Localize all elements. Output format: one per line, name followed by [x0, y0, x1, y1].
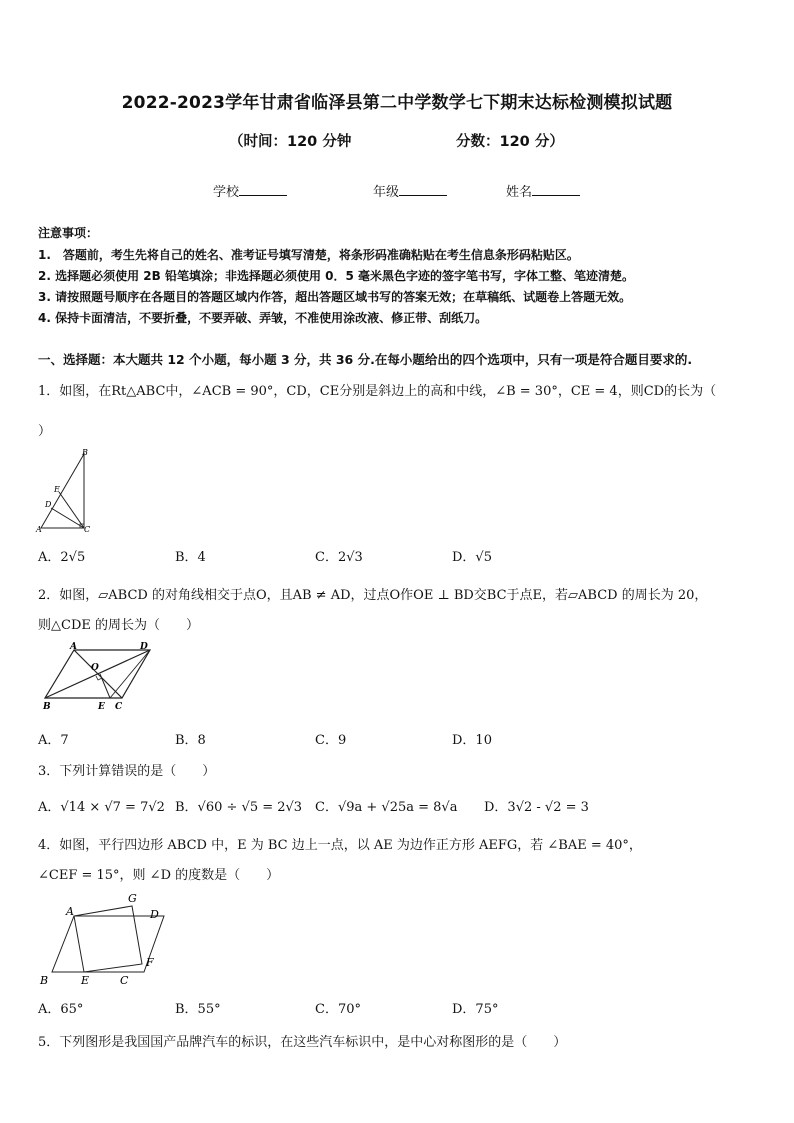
grade-field — [373, 181, 447, 200]
q1-option-b[interactable]: B．4 — [175, 550, 206, 565]
notice-item: 4. 保持卡面清洁，不要折叠，不要弄破、弄皱，不准使用涂改液、修正带、刮纸刀。 — [38, 311, 488, 325]
q1-label-e: E — [54, 485, 60, 494]
name-blank[interactable] — [532, 183, 580, 196]
q1-option-d[interactable]: D．√5 — [452, 550, 492, 565]
q2-option-a[interactable]: A．7 — [38, 733, 69, 748]
question-2-text: 2．如图，▱ABCD 的对角线相交于点O，且AB ≠ AD，过点O作OE ⊥ BD交BC于点E，若▱ABCD 的周长为 20， — [38, 588, 708, 603]
q1-option-a[interactable]: A．2√5 — [38, 550, 86, 565]
q4-figure — [34, 890, 174, 990]
school-field — [213, 181, 287, 200]
school-label: 学校 — [213, 185, 240, 200]
q4-label-c: C — [120, 974, 129, 987]
question-2-text-cont: 则△CDE 的周长为（ ） — [38, 618, 199, 633]
question-1-text: 1．如图，在Rt△ABC中，∠ACB = 90°，CD，CE分别是斜边上的高和中线，∠B = 30°，CE = 4，则CD的长为（ — [38, 384, 717, 399]
question-4-text-cont: ∠CEF = 15°，则 ∠D 的度数是（ ） — [38, 868, 280, 883]
notice-item: 3. 请按照题号顺序在各题目的答题区域内作答，超出答题区域书写的答案无效；在草稿纸、试题卷上答题无效。 — [38, 290, 632, 304]
school-blank[interactable] — [239, 183, 287, 196]
question-4-text: 4．如图，平行四边形 ABCD 中，E 为 BC 边上一点，以 AE 为边作正方形 AEFG，若 ∠BAE = 40°， — [38, 838, 642, 853]
q3-option-c[interactable]: C．√9a + √25a = 8√a — [315, 800, 458, 815]
q3-option-b[interactable]: B．√60 ÷ √5 = 2√3 — [175, 800, 303, 815]
q2-label-d: D — [140, 642, 148, 652]
q1-option-c[interactable]: C．2√3 — [315, 550, 363, 565]
q2-label-a: A — [70, 642, 77, 652]
q1-label-c: C — [84, 525, 91, 534]
exam-score: 分数：120 分） — [456, 134, 564, 150]
q2-label-c: C — [115, 702, 123, 712]
name-label: 姓名 — [506, 185, 533, 200]
q1-label-a: A — [36, 525, 42, 534]
q2-option-c[interactable]: C．9 — [315, 733, 347, 748]
q2-option-b[interactable]: B．8 — [175, 733, 206, 748]
grade-blank[interactable] — [399, 183, 447, 196]
q4-label-g: G — [128, 892, 137, 905]
q1-label-b: B — [82, 448, 88, 457]
question-5-text: 5．下列图形是我国国产品牌汽车的标识，在这些汽车标识中，是中心对称图形的是（ ） — [38, 1035, 567, 1050]
question-1-text-cont: ） — [38, 424, 52, 439]
notice-item: 1. 答题前，考生先将自己的姓名、准考证号填写清楚，将条形码准确粘贴在考生信息条形码粘贴区。 — [38, 248, 579, 262]
section-heading: 一、选择题：本大题共 12 个小题，每小题 3 分，共 36 分.在每小题给出的四个选项中，只有一项是符合题目要求的. — [38, 352, 693, 367]
q3-option-d[interactable]: D．3√2 - √2 = 3 — [484, 800, 589, 815]
name-field — [506, 181, 580, 200]
q2-option-d[interactable]: D．10 — [452, 733, 492, 748]
notice-heading: 注意事项： — [38, 226, 99, 240]
q4-option-c[interactable]: C．70° — [315, 1002, 361, 1017]
notice-item: 2. 选择题必须使用 2B 铅笔填涂；非选择题必须使用 0．5 毫米黑色字迹的签字笔书写，字体工整、笔迹清楚。 — [38, 269, 634, 283]
q4-option-b[interactable]: B．55° — [175, 1002, 221, 1017]
q4-label-e: E — [81, 974, 90, 987]
q4-label-b: B — [40, 974, 49, 987]
q2-label-e: E — [98, 702, 105, 712]
q4-option-d[interactable]: D．75° — [452, 1002, 499, 1017]
q2-label-o: O — [91, 663, 99, 673]
q1-label-d: D — [45, 500, 52, 509]
q4-label-a: A — [66, 905, 74, 918]
q4-label-f: F — [146, 956, 154, 969]
exam-time: （时间：120 分钟 — [229, 134, 352, 150]
q4-label-d: D — [150, 908, 159, 921]
grade-label: 年级 — [373, 185, 400, 200]
q1-figure — [34, 446, 94, 536]
q2-label-b: B — [43, 702, 51, 712]
q3-option-a[interactable]: A．√14 × √7 = 7√2 — [38, 800, 165, 815]
q2-figure — [38, 640, 158, 712]
page-title: 2022-2023学年甘肃省临泽县第二中学数学七下期末达标检测模拟试题 — [121, 93, 673, 113]
q4-option-a[interactable]: A．65° — [38, 1002, 84, 1017]
question-3-text: 3．下列计算错误的是（ ） — [38, 764, 216, 779]
